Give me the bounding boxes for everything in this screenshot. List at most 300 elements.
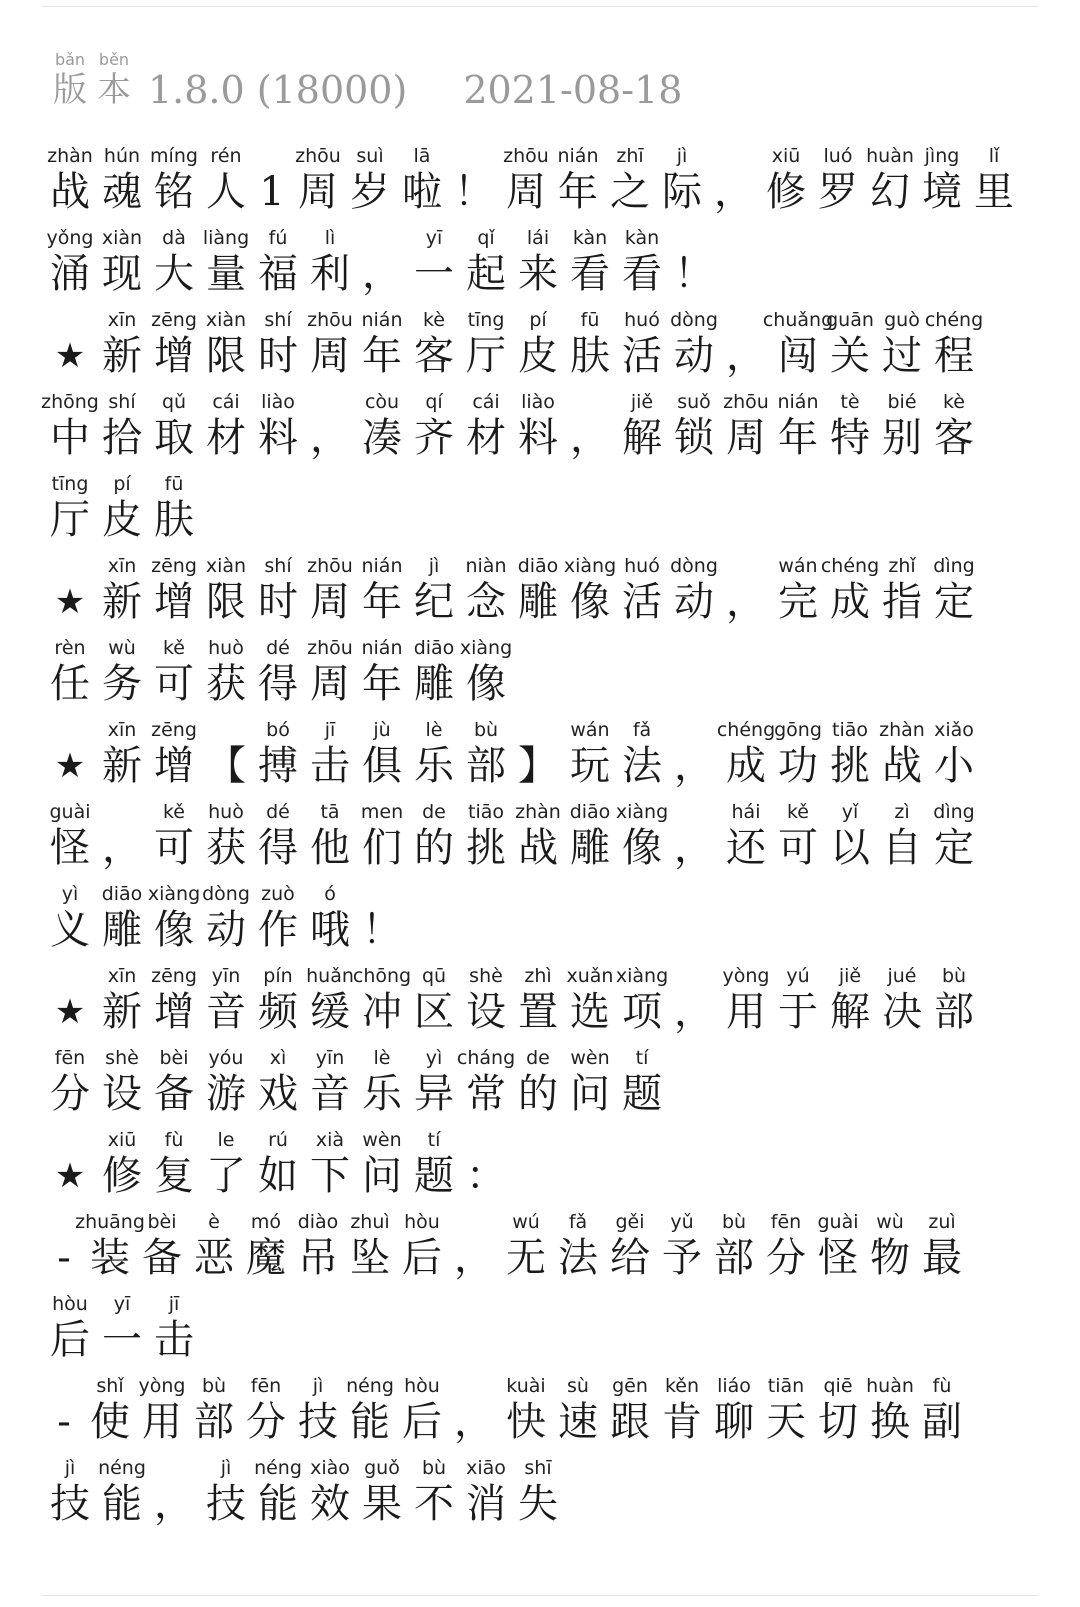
hanzi: 周	[310, 333, 350, 379]
pinyin: néng	[98, 1457, 146, 1479]
pinyin: guān	[826, 309, 874, 331]
hanzi: 复	[154, 1153, 194, 1199]
ruby-char	[460, 390, 512, 462]
hanzi: 解	[830, 989, 870, 1035]
hanzi: 作	[258, 907, 298, 953]
hanzi: 恶	[194, 1235, 234, 1281]
pinyin: hái	[731, 801, 761, 823]
ruby-char	[304, 390, 356, 462]
changelog-line	[41, 380, 1034, 462]
hanzi: 给	[610, 1235, 650, 1281]
hanzi: 能	[258, 1481, 298, 1527]
hanzi: 动	[206, 907, 246, 953]
pinyin: jì	[64, 1457, 76, 1479]
ruby-char	[148, 226, 200, 298]
hanzi: 定	[934, 825, 974, 871]
hanzi: 像	[466, 661, 506, 707]
pinyin: yī	[425, 227, 443, 249]
hanzi: 小	[934, 743, 974, 789]
ruby-char	[252, 882, 304, 954]
hanzi: ，	[362, 251, 402, 297]
pinyin: cháng	[456, 1047, 516, 1069]
hanzi: 下	[310, 1153, 350, 1199]
hanzi: -	[57, 1399, 71, 1445]
hanzi: 用	[142, 1399, 182, 1445]
hanzi: 看	[570, 251, 610, 297]
ruby-char	[44, 636, 96, 708]
ruby-char	[456, 1046, 516, 1118]
ruby-char	[96, 308, 148, 380]
pinyin: cái	[212, 391, 240, 413]
hanzi: 设	[102, 1071, 142, 1117]
pinyin: shí	[108, 391, 136, 413]
hanzi: ，	[674, 743, 714, 789]
pinyin: fù	[164, 1129, 184, 1151]
hanzi: ，	[102, 825, 142, 871]
ruby-char	[344, 1374, 396, 1446]
hanzi: 涌	[50, 251, 90, 297]
hanzi: ！	[362, 907, 402, 953]
changelog-line	[44, 216, 1034, 298]
pinyin: fú	[268, 227, 288, 249]
pinyin: yǒng	[46, 227, 94, 249]
hanzi: ★	[54, 1156, 86, 1196]
ruby-char	[564, 554, 616, 626]
ruby-char	[356, 1128, 408, 1200]
ruby-char	[356, 1456, 408, 1528]
changelog-line	[44, 708, 1034, 790]
pinyin: yì	[61, 883, 79, 905]
ruby-char	[304, 718, 356, 790]
hanzi: 大	[154, 251, 194, 297]
pinyin: xiàng	[615, 965, 669, 987]
changelog-line	[44, 544, 1034, 626]
pinyin: kàn	[624, 227, 660, 249]
ruby-char	[604, 144, 656, 216]
pinyin: liào	[261, 391, 295, 413]
hanzi: 果	[362, 1481, 402, 1527]
changelog-line	[44, 626, 1034, 708]
pinyin: fǎ	[568, 1211, 588, 1233]
pinyin: tīng	[51, 473, 89, 495]
hanzi: 年	[558, 169, 598, 215]
changelog-line	[44, 462, 1034, 544]
pinyin: jìng	[924, 145, 960, 167]
pinyin: kè	[942, 391, 965, 413]
ruby-char	[616, 226, 668, 298]
pinyin: zhōu	[503, 145, 549, 167]
hanzi: 限	[206, 333, 246, 379]
hanzi: 版	[53, 70, 87, 110]
pinyin: guài	[817, 1211, 859, 1233]
ruby-char	[720, 800, 772, 872]
pinyin: sù	[567, 1375, 589, 1397]
hanzi: 别	[882, 415, 922, 461]
ruby-char	[408, 636, 460, 708]
changelog-line	[44, 1282, 1034, 1364]
ruby-char	[552, 1210, 604, 1282]
ruby-char	[408, 308, 460, 380]
hanzi: 念	[466, 579, 506, 625]
hanzi: 冲	[362, 989, 402, 1035]
bullet-star	[44, 308, 96, 380]
pinyin: zhuì	[350, 1211, 390, 1233]
ruby-char	[44, 1456, 96, 1528]
bullet-star	[44, 718, 96, 790]
hanzi: ★	[54, 582, 86, 622]
hanzi: 肤	[154, 497, 194, 543]
ruby-char	[876, 964, 928, 1036]
hanzi: 新	[102, 743, 142, 789]
ruby-char	[304, 1456, 356, 1528]
ruby-char	[252, 1128, 304, 1200]
pinyin: xuǎn	[566, 965, 614, 987]
ruby-char	[200, 1456, 252, 1528]
ruby-char	[96, 1456, 148, 1528]
ruby-char	[200, 144, 252, 216]
pinyin: xiào	[310, 1457, 350, 1479]
hanzi: 能	[102, 1481, 142, 1527]
hanzi: 雕	[570, 825, 610, 871]
pinyin: fù	[932, 1375, 952, 1397]
pinyin: běn	[98, 50, 130, 69]
hanzi: 周	[310, 579, 350, 625]
pinyin: qí	[425, 391, 443, 413]
ruby-char	[200, 718, 252, 790]
hanzi: ★	[54, 992, 86, 1032]
ruby-char	[772, 554, 824, 626]
ruby-char	[96, 390, 148, 462]
ruby-char	[84, 1374, 136, 1446]
hanzi: 决	[882, 989, 922, 1035]
ruby-char	[396, 1374, 448, 1446]
pinyin: bó	[266, 719, 290, 741]
ruby-char	[720, 554, 772, 626]
changelog-body	[41, 134, 1034, 1528]
hanzi: 的	[414, 825, 454, 871]
hanzi: 备	[142, 1235, 182, 1281]
hanzi: 程	[934, 333, 974, 379]
pinyin: qū	[421, 965, 447, 987]
hanzi: 戏	[258, 1071, 298, 1117]
hanzi: 部	[466, 743, 506, 789]
ruby-char	[762, 308, 834, 380]
pinyin: xīn	[107, 555, 137, 577]
hanzi: 可	[154, 661, 194, 707]
pinyin: zēng	[151, 309, 197, 331]
hanzi: 消	[466, 1481, 506, 1527]
ruby-char	[356, 1046, 408, 1118]
hanzi: 战	[882, 743, 922, 789]
pinyin: cái	[472, 391, 500, 413]
pinyin: kuài	[506, 1375, 546, 1397]
hanzi: 时	[258, 333, 298, 379]
ruby-char	[96, 226, 148, 298]
ruby-char	[96, 964, 148, 1036]
pinyin: tí	[427, 1129, 441, 1151]
hanzi: 雕	[414, 661, 454, 707]
pinyin: bù	[721, 1211, 747, 1233]
pinyin: fēn	[770, 1211, 802, 1233]
hanzi: 来	[518, 251, 558, 297]
pinyin: dà	[162, 227, 186, 249]
ruby-char	[148, 882, 200, 954]
pinyin: shè	[469, 965, 503, 987]
pinyin: zuò	[261, 883, 295, 905]
ruby-char	[252, 800, 304, 872]
pinyin: zhàn	[515, 801, 561, 823]
hanzi: 指	[882, 579, 922, 625]
ruby-char	[96, 718, 148, 790]
ruby-char	[304, 636, 356, 708]
ruby-char	[408, 1128, 460, 1200]
ruby-char	[552, 1374, 604, 1446]
pinyin: kě	[162, 637, 185, 659]
pinyin: zhuāng	[75, 1211, 145, 1233]
pinyin: tiāo	[832, 719, 868, 741]
ruby-char	[44, 472, 96, 544]
hanzi: 了	[206, 1153, 246, 1199]
pinyin: míng	[150, 145, 198, 167]
pinyin: xiàn	[205, 309, 247, 331]
hanzi: ★	[54, 746, 86, 786]
pinyin: kěn	[664, 1375, 700, 1397]
version-label-char	[92, 50, 136, 110]
pinyin: dìng	[933, 801, 975, 823]
ruby-char	[864, 1210, 916, 1282]
ruby-char	[200, 800, 252, 872]
ruby-char	[148, 144, 200, 216]
ruby-char	[200, 964, 252, 1036]
hanzi: 吊	[298, 1235, 338, 1281]
ruby-char	[344, 144, 396, 216]
ruby-char	[148, 390, 200, 462]
pinyin: lè	[373, 1047, 391, 1069]
pinyin: fēn	[54, 1047, 86, 1069]
hanzi: 啦	[402, 169, 442, 215]
hanzi: 雕	[102, 907, 142, 953]
pinyin: yǐ	[841, 801, 859, 823]
ruby-char	[656, 1374, 708, 1446]
pinyin: shí	[264, 555, 292, 577]
ruby-char	[760, 1374, 812, 1446]
ruby-char	[96, 1046, 148, 1118]
pinyin: néng	[254, 1457, 302, 1479]
ruby-char	[668, 308, 720, 380]
ruby-char	[448, 1210, 500, 1282]
ruby-char	[44, 226, 96, 298]
pinyin: le	[217, 1129, 235, 1151]
ruby-char	[148, 1046, 200, 1118]
ruby-char	[616, 308, 668, 380]
pinyin: jī	[168, 1293, 180, 1315]
ruby-char	[44, 800, 96, 872]
pinyin: pín	[263, 965, 293, 987]
pinyin: yīn	[315, 1047, 345, 1069]
pinyin: yì	[425, 1047, 443, 1069]
top-divider	[42, 6, 1038, 7]
ruby-char	[252, 964, 304, 1036]
pinyin: bèi	[147, 1211, 177, 1233]
ruby-char	[304, 1046, 356, 1118]
ruby-char	[512, 554, 564, 626]
ruby-char	[408, 1046, 460, 1118]
ruby-char	[304, 800, 356, 872]
pinyin: fēn	[250, 1375, 282, 1397]
ruby-char	[772, 800, 824, 872]
ruby-char	[352, 964, 412, 1036]
ruby-char	[356, 800, 408, 872]
ruby-char	[148, 1292, 200, 1364]
hanzi: 增	[154, 989, 194, 1035]
hanzi: 本	[97, 70, 131, 110]
pinyin: gōng	[774, 719, 822, 741]
ruby-char	[616, 964, 668, 1036]
pinyin: chéng	[924, 309, 984, 331]
ruby-char	[344, 1210, 396, 1282]
ruby-char	[252, 1456, 304, 1528]
ruby-char	[96, 472, 148, 544]
pinyin: wèn	[570, 1047, 610, 1069]
ruby-char	[292, 1374, 344, 1446]
hanzi: 利	[310, 251, 350, 297]
hanzi: 技	[206, 1481, 246, 1527]
hanzi: 区	[414, 989, 454, 1035]
hanzi: 看	[622, 251, 662, 297]
pinyin: rén	[210, 145, 242, 167]
hanzi: 予	[662, 1235, 702, 1281]
ruby-char	[876, 308, 928, 380]
hanzi: 铭	[154, 169, 194, 215]
pinyin: wú	[512, 1211, 540, 1233]
hanzi: 切	[818, 1399, 858, 1445]
ruby-char	[356, 882, 408, 954]
ruby-char	[148, 1128, 200, 1200]
hanzi: 新	[102, 333, 142, 379]
ruby-char	[356, 554, 408, 626]
hanzi: 纪	[414, 579, 454, 625]
changelog-line	[44, 1036, 1034, 1118]
hanzi: 技	[298, 1399, 338, 1445]
pinyin: tiān	[767, 1375, 805, 1397]
hanzi: ！	[674, 251, 714, 297]
bullet-star	[44, 554, 96, 626]
hanzi: ，	[726, 333, 766, 379]
ruby-char	[668, 554, 720, 626]
changelog-line	[44, 790, 1034, 872]
pinyin: zhǐ	[888, 555, 916, 577]
pinyin: xīn	[107, 965, 137, 987]
hanzi: 功	[778, 743, 818, 789]
ruby-char	[512, 1046, 564, 1118]
ruby-char	[512, 800, 564, 872]
ruby-char	[668, 226, 720, 298]
hanzi: 材	[466, 415, 506, 461]
ruby-char	[656, 1210, 708, 1282]
pinyin: qǐ	[477, 227, 495, 249]
hanzi: 现	[102, 251, 142, 297]
hanzi: ，	[310, 415, 350, 461]
pinyin: huàn	[866, 1375, 914, 1397]
ruby-char	[772, 390, 824, 462]
hanzi: 部	[714, 1235, 754, 1281]
hanzi: ，	[714, 169, 754, 215]
ruby-char	[240, 1374, 292, 1446]
ruby-char	[928, 964, 980, 1036]
pinyin: fǎ	[632, 719, 652, 741]
ruby-char	[356, 308, 408, 380]
pinyin: diāo	[101, 883, 143, 905]
pinyin: diāo	[517, 555, 559, 577]
hanzi: 挑	[830, 743, 870, 789]
pinyin: lā	[413, 145, 431, 167]
pinyin: chéng	[820, 555, 880, 577]
pinyin: jiě	[630, 391, 654, 413]
ruby-char	[916, 1374, 968, 1446]
hanzi: -	[57, 1235, 71, 1281]
hanzi: 料	[258, 415, 298, 461]
pinyin: ó	[324, 883, 336, 905]
ruby-char	[812, 1374, 864, 1446]
pinyin: kě	[786, 801, 809, 823]
ruby-char	[252, 636, 304, 708]
hanzi: 魔	[246, 1235, 286, 1281]
hanzi: 增	[154, 333, 194, 379]
hanzi: 特	[830, 415, 870, 461]
pinyin: mó	[250, 1211, 282, 1233]
pinyin: rú	[268, 1129, 288, 1151]
pinyin: qǔ	[161, 391, 187, 413]
ruby-char	[292, 144, 344, 216]
hanzi: 周	[506, 169, 546, 215]
ruby-char	[824, 390, 876, 462]
pinyin: rèn	[54, 637, 86, 659]
ruby-char	[460, 226, 512, 298]
hanzi: 客	[934, 415, 974, 461]
hanzi: 里	[974, 169, 1014, 215]
hanzi: 项	[622, 989, 662, 1035]
pinyin: luó	[823, 145, 853, 167]
hanzi: 音	[206, 989, 246, 1035]
hanzi: 锁	[674, 415, 714, 461]
hanzi: 可	[154, 825, 194, 871]
ruby-char	[716, 718, 776, 790]
hanzi: 一	[102, 1317, 142, 1363]
pinyin: gěi	[615, 1211, 645, 1233]
pinyin: nián	[361, 309, 403, 331]
pinyin: xiàng	[459, 637, 513, 659]
ruby-char	[252, 554, 304, 626]
hanzi: 务	[102, 661, 142, 707]
pinyin: lǐ	[988, 145, 1000, 167]
hanzi: ★	[54, 336, 86, 376]
hanzi: 失	[518, 1481, 558, 1527]
hanzi: 后	[402, 1235, 442, 1281]
pinyin: dòng	[202, 883, 250, 905]
ruby-char	[96, 554, 148, 626]
pinyin: diào	[297, 1211, 339, 1233]
hanzi: 击	[154, 1317, 194, 1363]
ruby-char	[408, 554, 460, 626]
pinyin: dìng	[933, 555, 975, 577]
ruby-char	[148, 964, 200, 1036]
hanzi: 问	[362, 1153, 402, 1199]
ruby-char	[616, 554, 668, 626]
hanzi: 年	[362, 661, 402, 707]
pinyin: tā	[320, 801, 340, 823]
pinyin: yīn	[211, 965, 241, 987]
pinyin: bù	[473, 719, 499, 741]
